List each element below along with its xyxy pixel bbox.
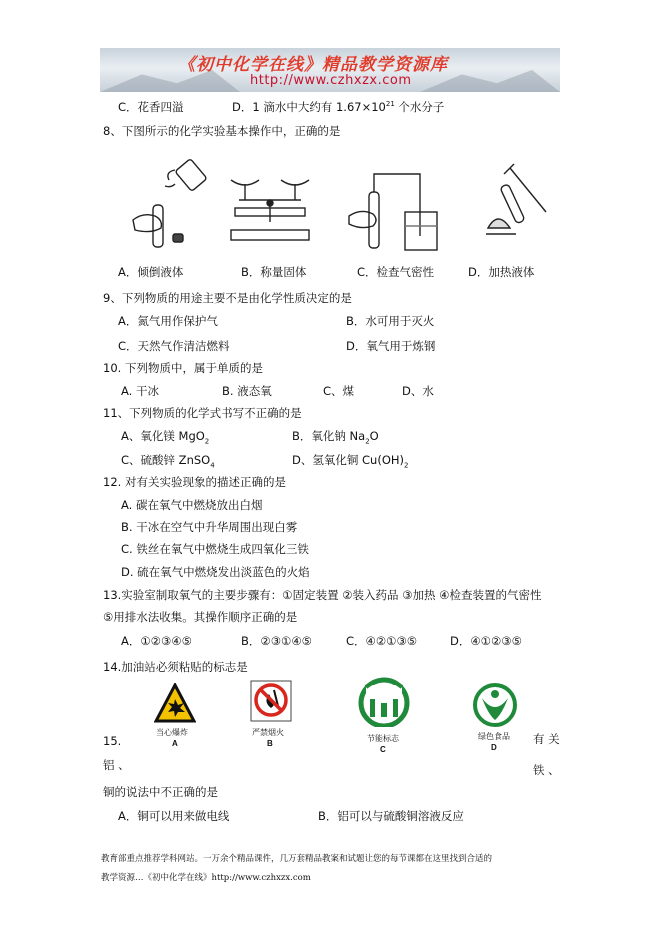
heating-liquid-illustration (480, 158, 555, 240)
q8-option-b: B．称量固体 (241, 265, 307, 279)
sign-a-letter: A (172, 739, 178, 748)
q10-option-b: B. 液态氧 (222, 384, 272, 398)
q7-option-d-text: D．1 滴水中大约有 1.67×10 (232, 100, 386, 114)
q13-stem-line1: 13.实验室制取氧气的主要步骤有：①固定装置 ②装入药品 ③加热 ④检查装置的气密性 (103, 588, 542, 602)
sign-b-caption: 严禁烟火 (252, 728, 284, 737)
q8-option-c: C．检查气密性 (357, 265, 435, 279)
no-open-flame-sign-icon (250, 680, 292, 722)
q11-option-b: B．氧化钠 $Na_2O$ (292, 429, 379, 446)
q7-option-c: C．花香四溢 (118, 100, 184, 114)
sign-d-letter: D (491, 743, 497, 752)
footer-line2: 教学资源…《初中化学在线》http://www.czhxzx.com (101, 873, 311, 883)
q13-option-d: D．④①②③⑤ (450, 634, 522, 648)
q10-option-a: A. 干冰 (121, 384, 159, 398)
q15-line3: 铜的说法中不正确的是 (103, 785, 218, 799)
q9-option-b: B．水可用于灭火 (346, 314, 435, 328)
banner-url[interactable]: http://www.czhxzx.com (250, 73, 412, 88)
sign-c-caption: 节能标志 (367, 734, 399, 743)
q10-option-d: D、水 (402, 384, 434, 398)
q7-option-d-suffix: 个水分子 (394, 100, 445, 114)
q8-option-a: A．倾倒液体 (118, 265, 184, 279)
sign-c-letter: C (380, 745, 386, 754)
q13-stem-line2: ⑤用排水法收集。其操作顺序正确的是 (103, 610, 298, 624)
q11-option-a: A、氧化镁 MgO$_2$ (121, 429, 210, 446)
q12-option-c: C. 铁丝在氧气中燃烧生成四氧化三铁 (121, 542, 309, 556)
q9-option-c: C．天然气作清洁燃料 (118, 339, 230, 353)
q8-stem: 8、下图所示的化学实验基本操作中，正确的是 (103, 124, 341, 138)
q12-option-a: A. 碳在氧气中燃烧放出白烟 (121, 498, 263, 512)
q13-option-a: A．①②③④⑤ (121, 634, 192, 648)
q12-option-d: D. 硫在氧气中燃烧发出淡蓝色的火焰 (121, 565, 310, 579)
header-banner (100, 48, 560, 92)
banner-title: 《初中化学在线》精品教学资源库 (178, 55, 448, 75)
sign-b-letter: B (267, 739, 273, 748)
q8-option-d: D．加热液体 (468, 265, 535, 279)
sign-a-caption: 当心爆炸 (156, 728, 188, 737)
q15-option-b: B．铝可以与硫酸铜溶液反应 (318, 809, 464, 823)
q10-stem: 10. 下列物质中，属于单质的是 (103, 361, 263, 375)
sign-d-caption: 绿色食品 (478, 732, 510, 741)
q12-option-b: B. 干冰在空气中升华周围出现白雾 (121, 520, 298, 534)
green-food-sign-icon (472, 682, 518, 728)
q11-stem: 11、下列物质的化学式书写不正确的是 (103, 406, 302, 420)
footer-line1: 教育部重点推荐学科网站。一万余个精品课件，几万套精品教案和试题让您的每节课都在这里找到合适的 (101, 854, 493, 864)
q7-option-d-exponent: 21 (385, 100, 395, 109)
q15-option-a: A．铜可以用来做电线 (118, 809, 230, 823)
q10-option-c: C、煤 (323, 384, 355, 398)
balance-illustration (225, 170, 315, 248)
q13-option-b: B．②③①④⑤ (241, 634, 312, 648)
q13-option-c: C．④②①③⑤ (346, 634, 418, 648)
q9-option-a: A．氮气用作保护气 (118, 314, 218, 328)
q11-option-d: D、氢氧化铜 $Cu(OH)_2$ (292, 453, 409, 470)
q14-stem: 14.加油站必须粘贴的标志是 (103, 660, 248, 674)
q9-stem: 9、下列物质的用途主要不是由化学性质决定的是 (103, 291, 352, 305)
q15-number: 15. (103, 734, 122, 748)
q7-option-d (232, 99, 444, 115)
pouring-liquid-illustration (125, 150, 215, 250)
q12-stem: 12. 对有关实验现象的描述正确的是 (103, 475, 286, 489)
q15-left-mid: 铝 、 (103, 758, 130, 772)
q9-option-d: D．氧气用于炼钢 (346, 339, 436, 353)
q15-right-mid: 铁 、 (533, 763, 560, 777)
airtightness-check-illustration (345, 168, 445, 252)
q11-option-c: C、硫酸锌 ZnSO$_4$ (121, 453, 215, 470)
q15-right-top: 有 关 (533, 732, 560, 746)
energy-saving-sign-icon (356, 677, 412, 727)
explosion-warning-sign-icon (154, 683, 196, 723)
